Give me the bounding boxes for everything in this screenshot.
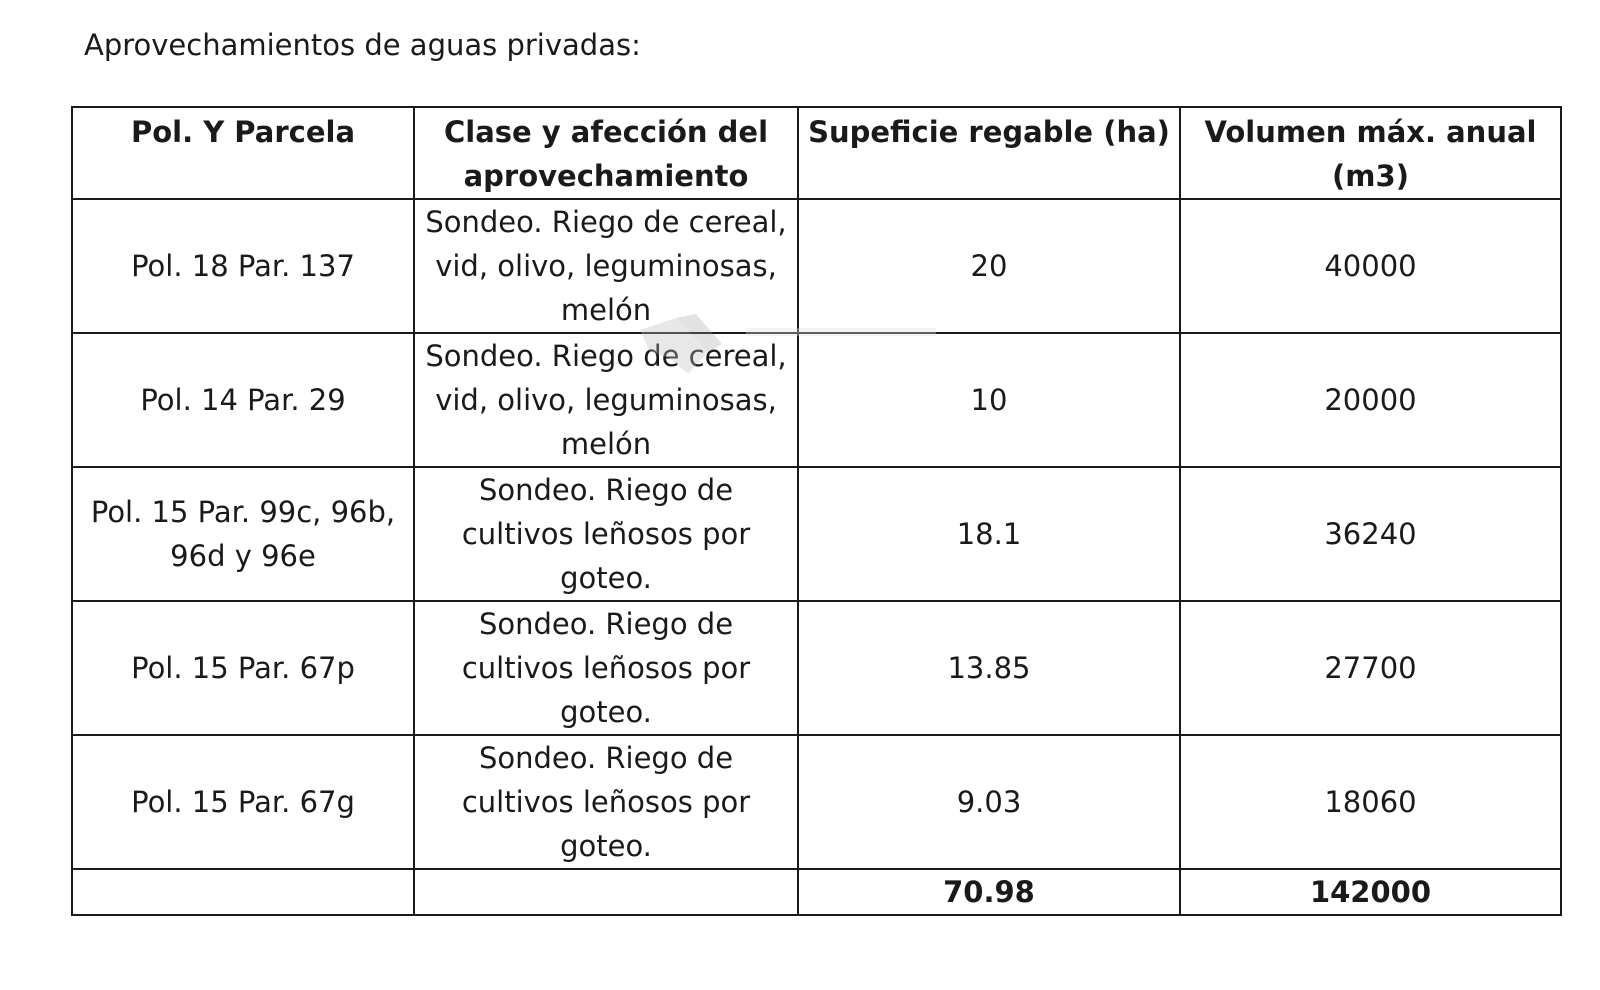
cell-clase: Sondeo. Riego de cultivos leñosos por goteo. bbox=[414, 735, 798, 869]
cell-volumen: 18060 bbox=[1180, 735, 1561, 869]
cell-volumen: 27700 bbox=[1180, 601, 1561, 735]
cell-superficie: 20 bbox=[798, 199, 1180, 333]
cell-parcela: Pol. 15 Par. 67p bbox=[72, 601, 414, 735]
table-row bbox=[72, 467, 1561, 601]
total-clase bbox=[414, 869, 798, 915]
table-header-row bbox=[72, 107, 1561, 199]
cell-parcela: Pol. 15 Par. 99c, 96b, 96d y 96e bbox=[72, 467, 414, 601]
water-usage-table bbox=[71, 106, 1562, 916]
table-row bbox=[72, 601, 1561, 735]
cell-superficie: 9.03 bbox=[798, 735, 1180, 869]
cell-superficie: 10 bbox=[798, 333, 1180, 467]
total-superficie: 70.98 bbox=[798, 869, 1180, 915]
total-volumen: 142000 bbox=[1180, 869, 1561, 915]
cell-volumen: 40000 bbox=[1180, 199, 1561, 333]
cell-parcela: Pol. 18 Par. 137 bbox=[72, 199, 414, 333]
header-clase: Clase y afección del aprovechamiento bbox=[414, 107, 798, 199]
total-parcela bbox=[72, 869, 414, 915]
cell-clase: Sondeo. Riego de cereal, vid, olivo, leguminosas, melón bbox=[414, 333, 798, 467]
cell-superficie: 18.1 bbox=[798, 467, 1180, 601]
cell-parcela: Pol. 14 Par. 29 bbox=[72, 333, 414, 467]
totals-row bbox=[72, 869, 1561, 915]
table-row bbox=[72, 735, 1561, 869]
cell-superficie: 13.85 bbox=[798, 601, 1180, 735]
table-row bbox=[72, 333, 1561, 467]
cell-volumen: 20000 bbox=[1180, 333, 1561, 467]
cell-parcela: Pol. 15 Par. 67g bbox=[72, 735, 414, 869]
header-superficie: Supeficie regable (ha) bbox=[798, 107, 1180, 199]
cell-clase: Sondeo. Riego de cultivos leñosos por goteo. bbox=[414, 601, 798, 735]
header-parcela: Pol. Y Parcela bbox=[72, 107, 414, 199]
cell-clase: Sondeo. Riego de cultivos leñosos por goteo. bbox=[414, 467, 798, 601]
header-volumen: Volumen máx. anual (m3) bbox=[1180, 107, 1561, 199]
document-title: Aprovechamientos de aguas privadas: bbox=[84, 28, 641, 62]
cell-volumen: 36240 bbox=[1180, 467, 1561, 601]
table-row bbox=[72, 199, 1561, 333]
cell-clase: Sondeo. Riego de cereal, vid, olivo, leguminosas, melón bbox=[414, 199, 798, 333]
